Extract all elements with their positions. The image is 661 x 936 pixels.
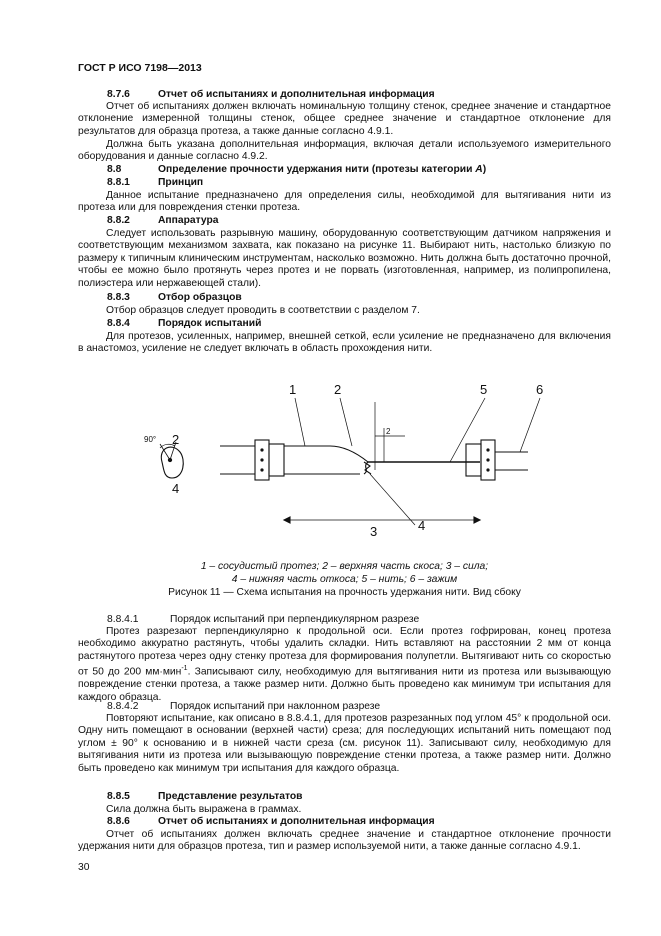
- arrow: [474, 517, 480, 523]
- figure-legend: 1 – сосудистый протез; 2 – верхняя часть скоса; 3 – сила;: [200, 561, 489, 572]
- section-title: Определение прочности удержания нити (протезы категории A): [158, 164, 487, 175]
- section-number: 8.8.1: [107, 177, 130, 188]
- figure-label-1: 1: [289, 382, 297, 397]
- section-title: Принцип: [158, 177, 204, 188]
- section-title: Отчет об испытаниях и дополнительная информация: [158, 89, 435, 100]
- section-number: 8.8.4: [107, 318, 130, 329]
- section-number: 8.8.3: [107, 292, 130, 303]
- section-number: 8.8.5: [107, 791, 130, 802]
- paragraph: Протез разрезают перпендикулярно к продольной оси. Если протез гофрирован, конец протеза необходимо аккуратно растянуть, чтобы удалить складки. Нить вставляют на расстоянии 2 мм от конца растянутого протеза через одну стенку протеза для формирования полупетли. Вытягивают нить со скоростью от 50 до 200 мм·мин$^{-1}$. Записывают силу, необходимую для вытягивания нити из протеза или вызывающую повреждение стенки протеза, а также размер нити. Должно быть проведено как минимум три испытания для каждого образца.: [78, 626, 611, 703]
- figure-label-5: 5: [480, 382, 488, 397]
- paragraph: Сила должна быть выражена в граммах.: [106, 804, 302, 815]
- section-number: 8.8.2: [107, 215, 130, 226]
- right-clamp-body: [466, 444, 481, 476]
- section-title: Отчет об испытаниях и дополнительная информация: [158, 816, 435, 827]
- standard-header: ГОСТ Р ИСО 7198—2013: [78, 62, 202, 74]
- leader-line: [370, 474, 415, 525]
- section-number: 8.8.6: [107, 816, 130, 827]
- figure-caption: Рисунок 11 — Схема испытания на прочность удержания нити. Вид сбоку: [168, 587, 521, 598]
- section-title: Отбор образцов: [158, 292, 242, 303]
- angle-label: 90°: [144, 435, 157, 444]
- bevel-top: [330, 446, 368, 462]
- leader-line: [295, 398, 305, 446]
- figure-11-diagram: [100, 370, 580, 545]
- paragraph: Для протезов, усиленных, например, внешней сеткой, если усиление не предназначено для включения в анастомоз, усиление не следует включать в область прохождения нити.: [78, 331, 611, 355]
- paragraph: Повторяют испытание, как описано в 8.8.4.1, для протезов разрезанных под углом 45° к продольной оси. Одну нить помещают в основании (верхней части) среза; для последующих испытаний нить помещают под углом ± 90° к основанию и в нижней части среза (см. рисунок 11). Записывают силу, необходимую для вытягивания нити из протеза или вызывающую повреждение стенки протеза, а также размер нити. Должно быть проведено как минимум три испытания для каждого образца.: [78, 713, 611, 774]
- figure-label-2-cross: 2: [172, 432, 180, 447]
- figure-legend: 4 – нижняя часть откоса; 5 – нить; 6 – зажим: [231, 574, 458, 585]
- section-title: Порядок испытаний при наклонном разрезе: [170, 701, 381, 712]
- paragraph: Отбор образцов следует проводить в соответствии с разделом 7.: [106, 305, 420, 316]
- section-title: Аппаратура: [158, 215, 219, 226]
- paragraph: Отчет об испытаниях должен включать номинальную толщину стенок, среднее значение и стандартное отклонение измеренной толщины стенок, общее среднее значение и стандартное отклонение для результатов для образца протеза, а также данные согласно 4.9.1.: [78, 101, 611, 137]
- section-number: 8.8.4.1: [107, 614, 139, 625]
- paragraph: Должна быть указана дополнительная информация, включая детали используемого измерительного оборудования и данные согласно 4.9.2.: [78, 139, 611, 163]
- paragraph: Следует использовать разрывную машину, оборудованную соответствующим датчиком напряжения и соответствующим механизмом захвата, как показано на рисунке 11. Выбирают нить, настолько близкую по размеру к типичным клиническим инструментам, насколько возможно. Нить должна быть достаточно прочной, чтобы ее можно было протянуть через протез и не порвать (изготовленная, например, из полипропилена, полиэстера или нержавеющей стали).: [78, 228, 611, 289]
- figure-label-3: 3: [370, 524, 378, 539]
- figure-label-2-dim: 2: [386, 427, 391, 436]
- figure-label-4-cross: 4: [172, 481, 180, 496]
- section-title: Порядок испытаний: [158, 318, 262, 329]
- section-title: Порядок испытаний при перпендикулярном разрезе: [170, 614, 420, 625]
- section-number: 8.7.6: [107, 89, 130, 100]
- paragraph: Данное испытание предназначено для определения силы, необходимой для вытягивания нити из протеза или для повреждения стенки протеза.: [78, 190, 611, 214]
- paragraph: Отчет об испытаниях должен включать среднее значение и стандартное отклонение прочности удержания нити для образцов протеза, тип и размер используемой нити, а также данные согласно 4.9.1.: [78, 829, 611, 853]
- figure-label-6: 6: [536, 382, 544, 397]
- section-title: Представление результатов: [158, 791, 303, 802]
- section-number: 8.8.4.2: [107, 701, 139, 712]
- leader-line: [520, 398, 540, 452]
- figure-label-4: 4: [418, 518, 426, 533]
- leader-line: [340, 398, 352, 446]
- arrow: [284, 517, 290, 523]
- section-number: 8.8: [107, 164, 122, 175]
- left-clamp-body: [269, 444, 284, 476]
- leader-line: [450, 398, 485, 462]
- page-number: 30: [78, 862, 90, 873]
- suture-loop: [364, 462, 371, 474]
- figure-label-2: 2: [334, 382, 342, 397]
